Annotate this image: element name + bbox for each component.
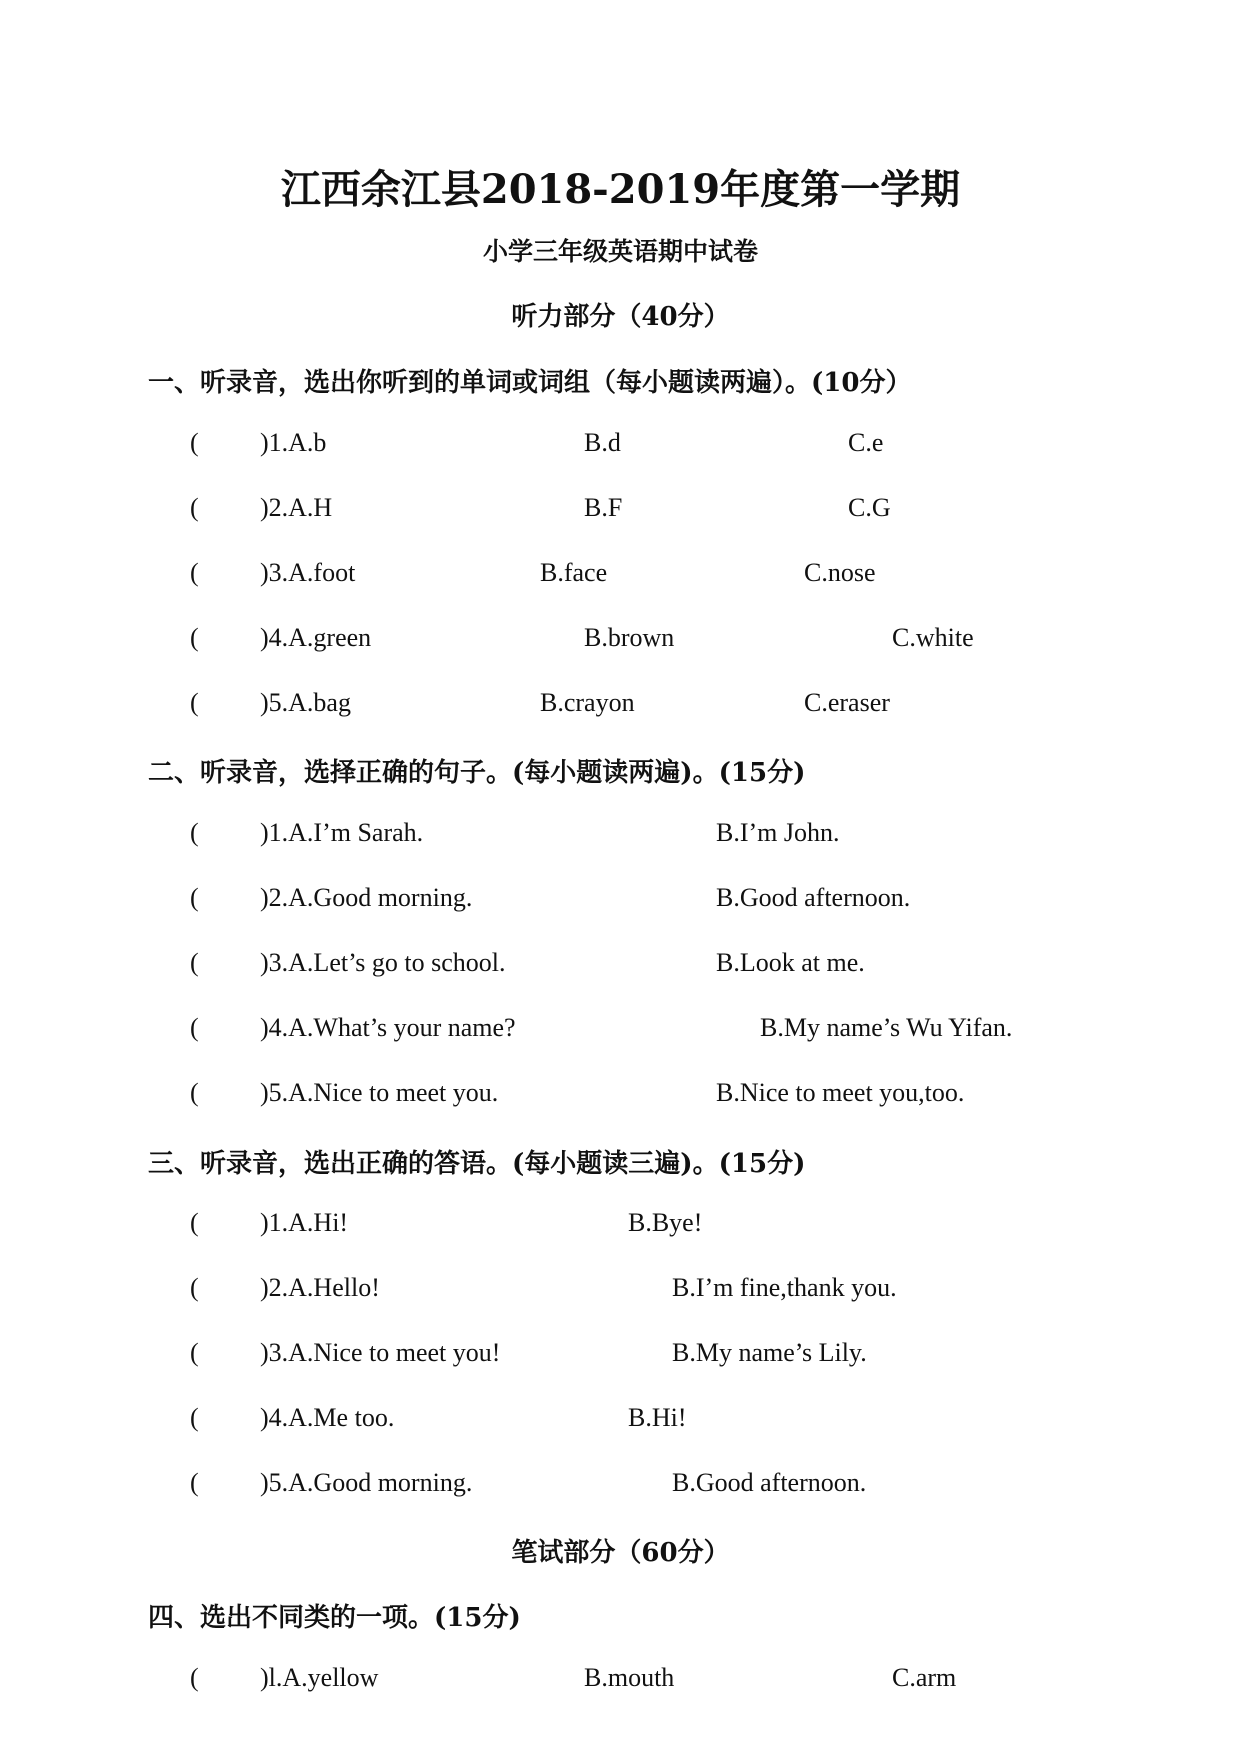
answer-paren[interactable]: ( xyxy=(190,1403,199,1432)
option-c: C.G xyxy=(848,493,891,522)
answer-paren[interactable]: ( xyxy=(190,1273,199,1302)
option-b: B.I’m fine,thank you. xyxy=(672,1273,897,1302)
question-row xyxy=(0,1208,1241,1248)
answer-paren[interactable]: ( xyxy=(190,558,199,587)
answer-paren[interactable]: ( xyxy=(190,1663,199,1692)
answer-paren[interactable]: ( xyxy=(190,1013,199,1042)
question-row xyxy=(0,948,1241,988)
question-row xyxy=(0,1273,1241,1313)
question-row xyxy=(0,1013,1241,1053)
question-row xyxy=(0,1338,1241,1378)
option-b: B.Good afternoon. xyxy=(716,883,911,912)
answer-paren[interactable]: ( xyxy=(190,1468,199,1497)
question-row xyxy=(0,883,1241,923)
option-b: B.I’m John. xyxy=(716,818,840,847)
option-b: B.Nice to meet you,too. xyxy=(716,1078,965,1107)
option-b: B.crayon xyxy=(540,688,635,717)
option-a: )5.A.Good morning. xyxy=(260,1468,473,1497)
question-row xyxy=(0,1663,1241,1703)
option-a: )1.A.Hi! xyxy=(260,1208,349,1237)
answer-paren[interactable]: ( xyxy=(190,1338,199,1367)
option-a: )4.A.What’s your name? xyxy=(260,1013,516,1042)
question-row xyxy=(0,558,1241,598)
option-b: B.face xyxy=(540,558,608,587)
option-b: B.My name’s Lily. xyxy=(672,1338,867,1367)
option-b: B.brown xyxy=(584,623,675,652)
question-row xyxy=(0,493,1241,533)
question-row xyxy=(0,818,1241,858)
question-row xyxy=(0,428,1241,468)
option-b: B.Good afternoon. xyxy=(672,1468,867,1497)
answer-paren[interactable]: ( xyxy=(190,883,199,912)
answer-paren[interactable]: ( xyxy=(190,493,199,522)
option-c: C.arm xyxy=(892,1663,957,1692)
option-a: )3.A.foot xyxy=(260,558,356,587)
option-b: B.Look at me. xyxy=(716,948,865,977)
answer-paren[interactable]: ( xyxy=(190,688,199,717)
answer-paren[interactable]: ( xyxy=(190,948,199,977)
question-row xyxy=(0,688,1241,728)
option-a: )l.A.yellow xyxy=(260,1663,379,1692)
document-subtitle: 小学三年级英语期中试卷 xyxy=(482,237,758,266)
option-a: )1.A.b xyxy=(260,428,327,457)
question-row xyxy=(0,1403,1241,1443)
section-1-heading: 一、听录音，选出你听到的单词或词组（每小题读两遍）。(10分） xyxy=(148,368,912,398)
answer-paren[interactable]: ( xyxy=(190,428,199,457)
option-a: )1.A.I’m Sarah. xyxy=(260,818,424,847)
option-b: B.F xyxy=(584,493,623,522)
option-a: )2.A.H xyxy=(260,493,333,522)
answer-paren[interactable]: ( xyxy=(190,623,199,652)
answer-paren[interactable]: ( xyxy=(190,1078,199,1107)
option-a: )3.A.Let’s go to school. xyxy=(260,948,506,977)
option-a: )5.A.Nice to meet you. xyxy=(260,1078,499,1107)
option-a: )2.A.Good morning. xyxy=(260,883,473,912)
section-2-heading: 二、听录音，选择正确的句子。(每小题读两遍)。(15分) xyxy=(148,758,806,788)
option-b: B.mouth xyxy=(584,1663,675,1692)
option-c: C.eraser xyxy=(804,688,890,717)
section-3-heading: 三、听录音，选出正确的答语。(每小题读三遍)。(15分) xyxy=(148,1149,806,1179)
question-row xyxy=(0,1078,1241,1118)
listening-part-heading: 听力部分（40分） xyxy=(511,302,730,332)
writing-part-heading: 笔试部分（60分） xyxy=(511,1538,730,1568)
option-a: )4.A.green xyxy=(260,623,372,652)
option-a: )2.A.Hello! xyxy=(260,1273,380,1302)
option-a: )4.A.Me too. xyxy=(260,1403,395,1432)
question-row xyxy=(0,623,1241,663)
option-b: B.My name’s Wu Yifan. xyxy=(760,1013,1013,1042)
option-c: C.nose xyxy=(804,558,876,587)
option-c: C.e xyxy=(848,428,884,457)
option-b: B.Hi! xyxy=(628,1403,687,1432)
option-a: )5.A.bag xyxy=(260,688,351,717)
section-4-heading: 四、选出不同类的一项。(15分) xyxy=(148,1603,521,1633)
document-title: 江西余江县2018-2019年度第一学期 xyxy=(280,166,961,213)
option-c: C.white xyxy=(892,623,974,652)
option-b: B.Bye! xyxy=(628,1208,703,1237)
option-a: )3.A.Nice to meet you! xyxy=(260,1338,501,1367)
answer-paren[interactable]: ( xyxy=(190,1208,199,1237)
question-row xyxy=(0,1468,1241,1508)
option-b: B.d xyxy=(584,428,621,457)
answer-paren[interactable]: ( xyxy=(190,818,199,847)
